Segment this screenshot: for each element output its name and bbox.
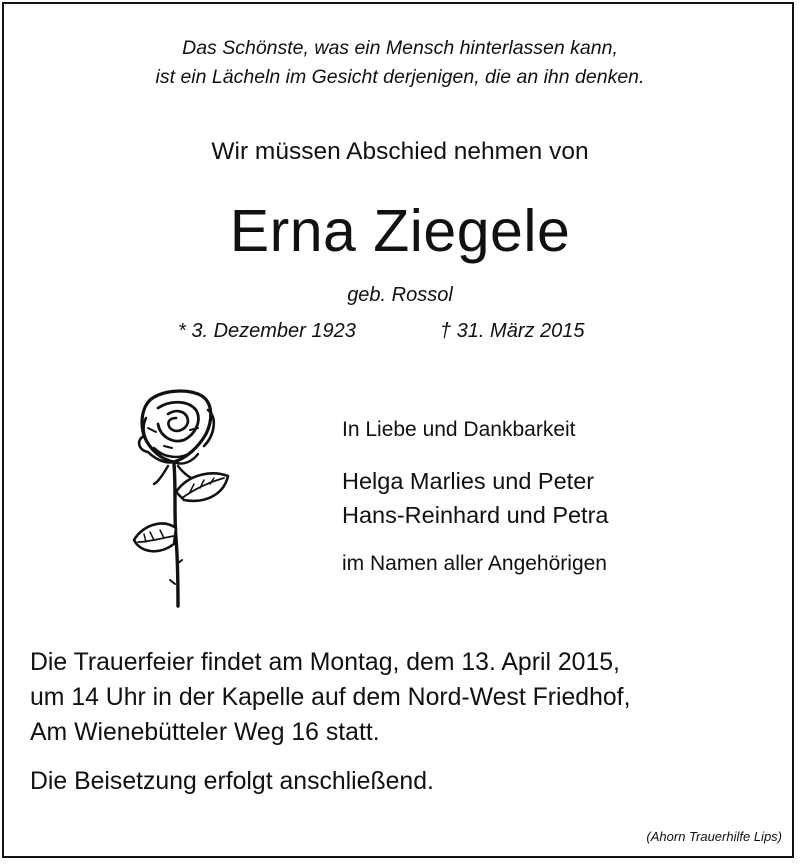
- service-line: um 14 Uhr in der Kapelle auf dem Nord-West Friedhof,: [30, 684, 631, 711]
- farewell-intro: Wir müssen Abschied nehmen von: [211, 138, 589, 165]
- service-line: Am Wienebütteler Weg 16 statt.: [30, 719, 380, 746]
- birth-date: * 3. Dezember 1923: [178, 320, 356, 342]
- memorial-quote: [0, 34, 800, 92]
- mourners-intro: In Liebe und Dankbarkeit: [342, 418, 576, 441]
- service-line: Die Trauerfeier findet am Montag, dem 13. April 2015,: [30, 649, 620, 676]
- deceased-name: Erna Ziegele: [229, 198, 571, 264]
- mourner-names: [342, 464, 609, 532]
- burial-note: Die Beisetzung erfolgt anschließend.: [30, 768, 434, 795]
- quote-line-2: ist ein Lächeln im Gesicht derjenigen, die an ihn denken.: [155, 66, 645, 88]
- rose-icon: [128, 388, 238, 610]
- funeral-service-text: [30, 645, 630, 750]
- mourner-name: Helga Marlies und Peter: [342, 468, 595, 494]
- quote-line-1: Das Schönste, was ein Mensch hinterlassen kann,: [182, 37, 618, 59]
- mourners-closing: im Namen aller Angehörigen: [342, 552, 607, 575]
- birth-name: geb. Rossol: [347, 284, 453, 306]
- mourner-name: Hans-Reinhard und Petra: [342, 502, 609, 528]
- death-date: † 31. März 2015: [440, 320, 585, 342]
- undertaker-credit: (Ahorn Trauerhilfe Lips): [646, 829, 782, 844]
